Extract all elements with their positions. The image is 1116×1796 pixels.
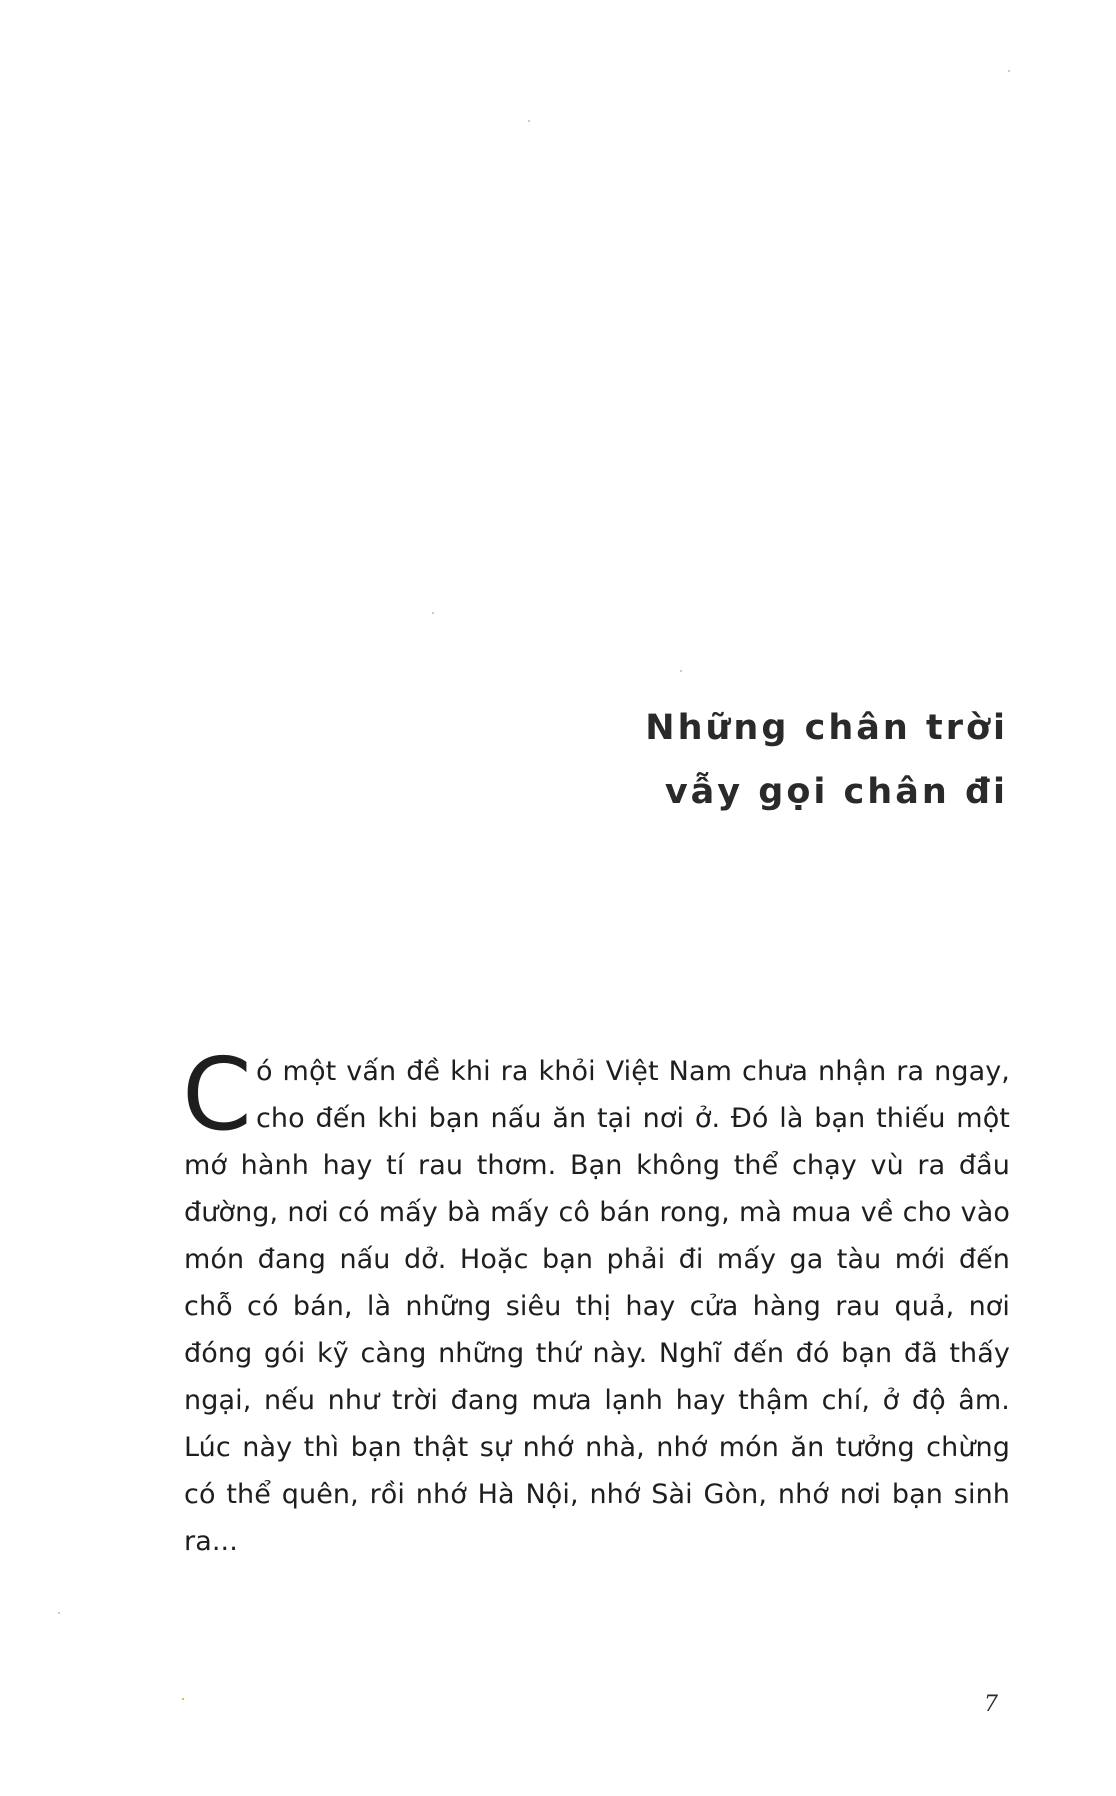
paper-speck — [528, 120, 530, 122]
chapter-title-line-1: Những chân trời — [645, 708, 1008, 748]
body-paragraph-text: ó một vấn đề khi ra khỏi Việt Nam chưa nhận ra ngay, cho đến khi bạn nấu ăn tại nơi ở. Đó là bạn thiếu một mớ hành hay tí rau thơm. Bạn không thể chạy vù ra đầu đường, nơi có mấy bà mấy cô bán rong, mà mua về cho vào món đang nấu dở. Hoặc bạn phải đi mấy ga tàu mới đến chỗ có bán, là những siêu thị hay cửa hàng rau quả, nơi đóng gói kỹ càng những thứ này. Nghĩ đến đó bạn đã thấy ngại, nếu như trời đang mưa lạnh hay thậm chí, ở độ âm. Lúc này thì bạn thật sự nhớ nhà, nhớ món ăn tưởng chừng có thể quên, rồi nhớ Hà Nội, nhớ Sài Gòn, nhớ nơi bạn sinh ra... — [184, 1056, 1010, 1557]
paper-speck — [58, 1612, 60, 1614]
paper-speck — [182, 1698, 184, 1700]
body-paragraph — [182, 1036, 1010, 1565]
chapter-title — [448, 696, 1008, 824]
drop-cap: C — [182, 1036, 252, 1153]
paper-speck — [432, 612, 434, 614]
paper-speck — [1008, 70, 1010, 72]
paper-speck — [680, 670, 682, 672]
page-number: 7 — [984, 1692, 998, 1717]
chapter-title-line-2: vẫy gọi chân đi — [664, 772, 1008, 812]
